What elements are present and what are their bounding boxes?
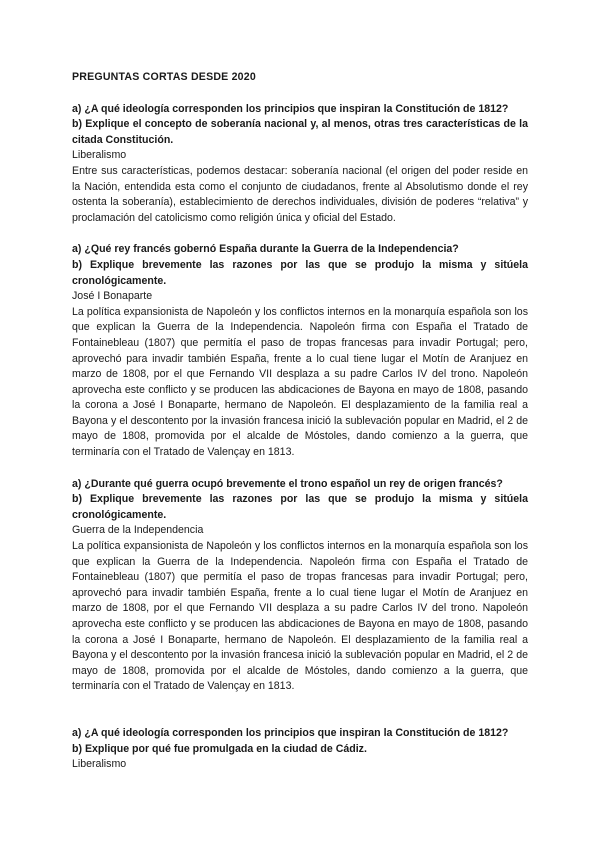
question-b: b) Explique brevemente las razones por las que se produjo la misma y sitúela cronológicamente. [72, 258, 528, 287]
section-spacer [72, 226, 528, 242]
document-title: PREGUNTAS CORTAS DESDE 2020 [72, 71, 256, 83]
short-answer: Liberalismo [72, 758, 127, 771]
qa-block-4 [72, 726, 528, 773]
short-answer: Liberalismo [72, 149, 127, 162]
section-spacer [72, 461, 528, 477]
question-b: b) Explique por qué fue promulgada en la ciudad de Cádiz. [72, 742, 367, 755]
question-a: a) ¿A qué ideología corresponden los principios que inspiran la Constitución de 1812? [72, 102, 509, 115]
long-answer: Entre sus características, podemos destacar: soberanía nacional (el origen del poder reside en la Nación, entendida esta como el conjunto de ciudadanos, frente al Absolutismo donde el rey ostenta la soberanía), establecimiento de derechos individuales, división de poderes “relativa” y proclamación del catolicismo como religión única y oficial del Estado. [72, 164, 528, 224]
long-answer: La política expansionista de Napoleón y los conflictos internos en la monarquía española son los que explican la Guerra de la Independencia. Napoleón firma con España el Tratado de Fontainebleau (1807) que permitía el paso de tropas francesas para invadir Portugal; pero, aprovechó para invadir también España, frente a lo cual tiene lugar el Motín de Aranjuez en marzo de 1808, por el que Fernando VII desplaza a su padre Carlos IV del trono. Napoleón aprovecha este conflicto y se producen las abdicaciones de Bayona en mayo de 1808, pasando la corona a José I Bonaparte, hermano de Napoleón. El desplazamiento de la familia real a Bayona y el descontento por la invasión francesa inició la sublevación popular en Madrid, el 2 de mayo de 1808, promovida por el alcalde de Móstoles, dando comienzo a la guerra, que terminaría con el Tratado de Valençay en 1813. [72, 540, 528, 693]
question-b: b) Explique el concepto de soberanía nacional y, al menos, otras tres características de la citada Constitución. [72, 118, 528, 146]
short-answer: Guerra de la Independencia [72, 524, 204, 537]
question-b: b) Explique brevemente las razones por las que se produjo la misma y sitúela cronológicamente. [72, 493, 528, 521]
qa-block-3 [72, 477, 528, 695]
short-answer: José I Bonaparte [72, 290, 153, 303]
question-a: a) ¿Qué rey francés gobernó España durante la Guerra de la Independencia? [72, 243, 459, 256]
long-answer: La política expansionista de Napoleón y los conflictos internos en la monarquía española son los que explican la Guerra de la Independencia. Napoleón firma con España el Tratado de Fontainebleau (1807) que permitía el paso de tropas francesas para invadir Portugal; pero, aprovechó para invadir también España, frente a lo cual tiene lugar el Motín de Aranjuez en marzo de 1808, por el que Fernando VII desplaza a su padre Carlos IV del trono. Napoleón aprovecha este conflicto y se producen las abdicaciones de Bayona en mayo de 1808, pasando la corona a José I Bonaparte, hermano de Napoleón. El desplazamiento de la familia real a Bayona y el descontento por la invasión francesa inició la sublevación popular en Madrid, el 2 de mayo de 1808, promovida por el alcalde de Móstoles, dando comienzo a la guerra, que terminaría con el Tratado de Valençay en 1813. [72, 305, 528, 459]
question-a: a) ¿A qué ideología corresponden los principios que inspiran la Constitución de 1812? [72, 726, 509, 739]
question-a: a) ¿Durante qué guerra ocupó brevemente el trono español un rey de origen francés? [72, 477, 503, 490]
document-page [72, 70, 528, 773]
section-spacer [72, 695, 528, 726]
qa-block-2 [72, 242, 528, 460]
qa-block-1 [72, 102, 528, 227]
